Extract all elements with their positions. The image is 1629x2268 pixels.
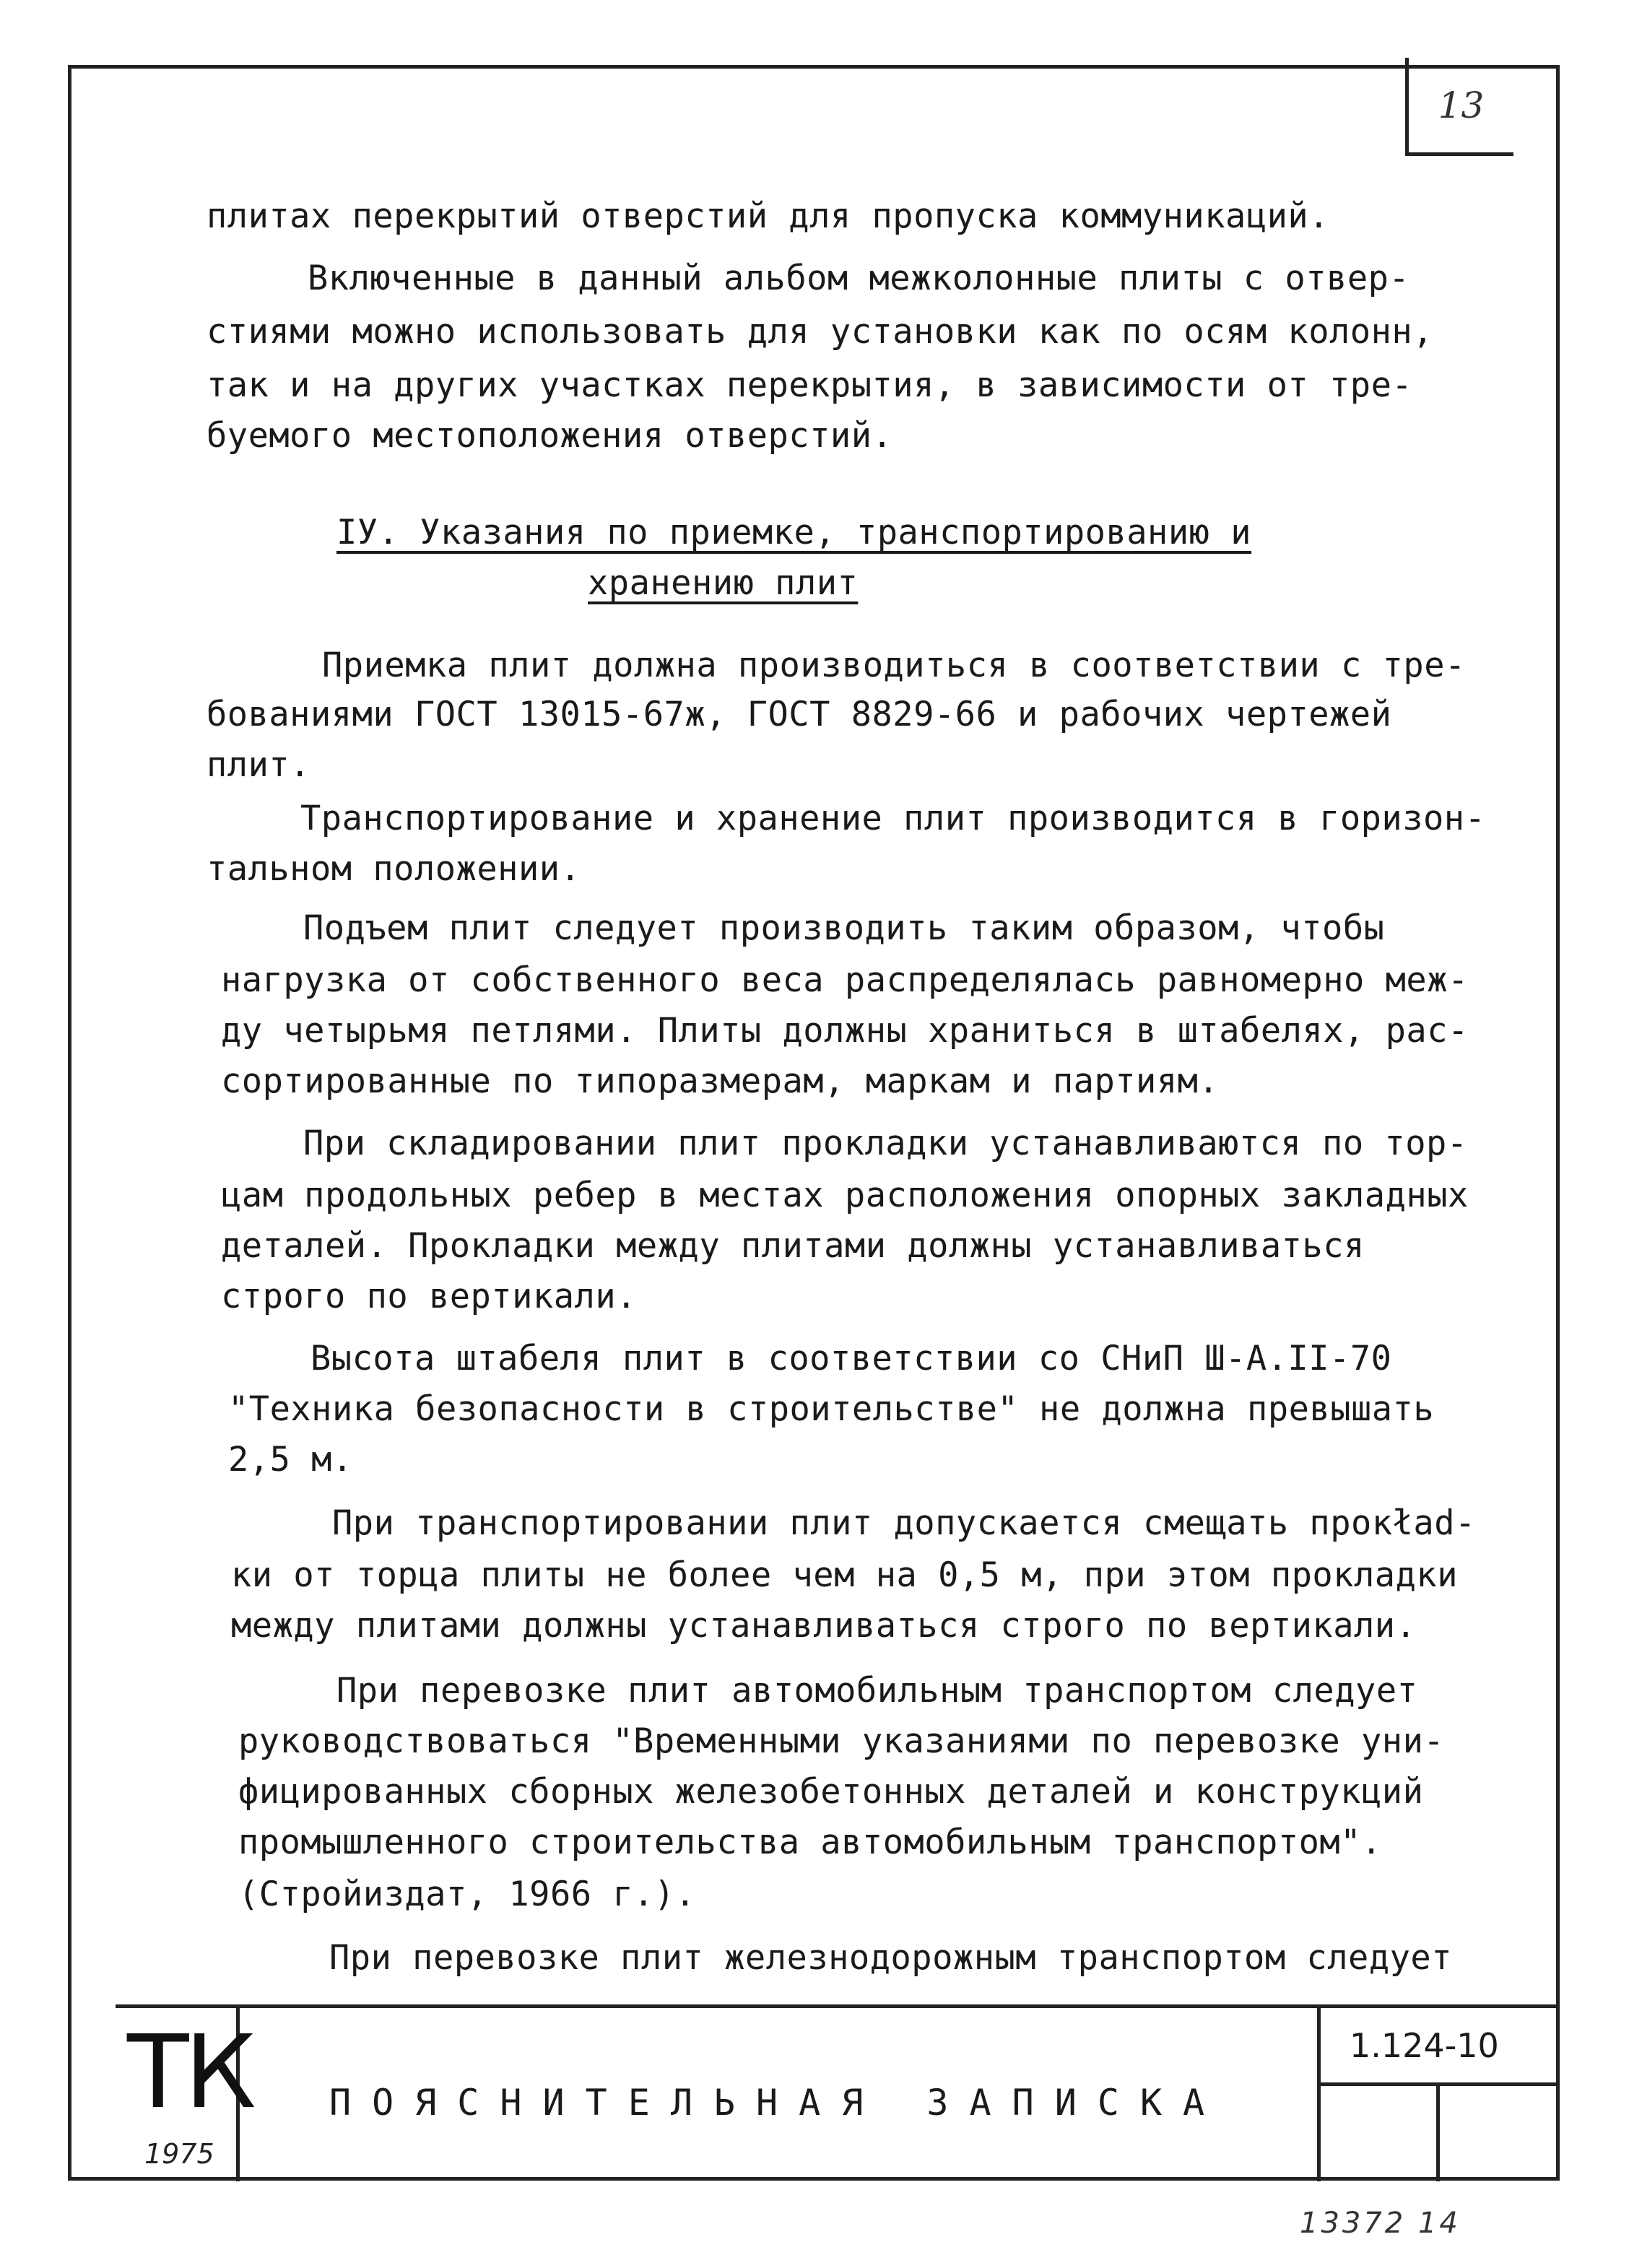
text-line: цам продольных ребер в местах расположения опорных закладных	[221, 1176, 1469, 1215]
text-line: "Техника безопасности в строительстве" не должна превышать	[228, 1389, 1435, 1429]
text-line: тальном положении.	[207, 849, 581, 889]
text-line: Высота штабеля плит в соответствии со СНиП Ш-А.II-70	[310, 1339, 1392, 1378]
text-line: строго по вертикали.	[221, 1277, 637, 1316]
text-line: буемого местоположения отверстий.	[207, 416, 893, 456]
text-line: Приемка плит должна производиться в соответствии с тре-	[322, 646, 1466, 685]
text-line: Подъем плит следует производить таким образом, чтобы	[303, 908, 1385, 948]
section-heading: IУ. Указания по приемке, транспортированию и	[336, 513, 1252, 552]
text-line: При перевозке плит автомобильным транспортом следует	[336, 1671, 1418, 1711]
cell-divider	[1436, 2086, 1440, 2181]
text-line: ду четырьмя петлями. Плиты должны храниться в штабелях, рас-	[221, 1011, 1469, 1051]
text-line: 2,5 м.	[228, 1440, 353, 1480]
page-number: 13	[1405, 58, 1513, 156]
text-line: стиями можно использовать для установки как по осям колонн,	[207, 312, 1433, 352]
text-line: ки от торца плиты не более чем на 0,5 м, при этом прокладки	[231, 1555, 1458, 1595]
text-line: нагрузка от собственного веса распределялась равномерно меж-	[221, 960, 1469, 1000]
archive-number: 13372 14	[1300, 2207, 1461, 2240]
text-line: При транспортировании плит допускается смещать прокład-	[332, 1503, 1476, 1543]
text-line: фицированных сборных железобетонных деталей и конструкций	[238, 1772, 1424, 1812]
text-line: (Стройиздат, 1966 г.).	[238, 1874, 696, 1914]
document-code: 1.124-10	[1321, 2008, 1560, 2086]
text-line: Транспортирование и хранение плит производится в горизон-	[300, 799, 1486, 838]
text-line: промышленного строительства автомобильным транспортом".	[238, 1822, 1382, 1862]
text-line: бованиями ГОСТ 13015-67ж, ГОСТ 8829-66 и рабочих чертежей	[207, 695, 1392, 734]
code-grid	[1317, 2008, 1560, 2181]
tk-stamp	[116, 2008, 252, 2181]
text-line: между плитами должны устанавливаться строго по вертикали.	[231, 1606, 1417, 1646]
stamp-year: 1975	[144, 2138, 214, 2170]
text-line: Включенные в данный альбом межколонные плиты с отвер-	[308, 258, 1410, 298]
tk-logo: ТК	[127, 2014, 252, 2132]
text-line: так и на других участках перекрытия, в зависимости от тре-	[207, 365, 1413, 405]
text-line: плитах перекрытий отверстий для пропуска коммуникаций.	[207, 196, 1330, 236]
text-line: При перевозке плит железнодорожным транспортом следует	[329, 1938, 1453, 1978]
text-line: При складировании плит прокладки устанавливаются по тор-	[303, 1124, 1468, 1163]
section-heading: хранению плит	[588, 563, 859, 603]
document-title: ПОЯСНИТЕЛЬНАЯ ЗАПИСКА	[329, 2082, 1226, 2124]
title-block	[116, 2004, 1560, 2181]
text-line: плит.	[207, 745, 310, 785]
text-line: деталей. Прокладки между плитами должны устанавливаться	[221, 1226, 1365, 1266]
text-line: сортированные по типоразмерам, маркам и партиям.	[221, 1061, 1220, 1101]
text-line: руководствоваться "Временными указаниями по перевозке уни-	[238, 1721, 1445, 1761]
